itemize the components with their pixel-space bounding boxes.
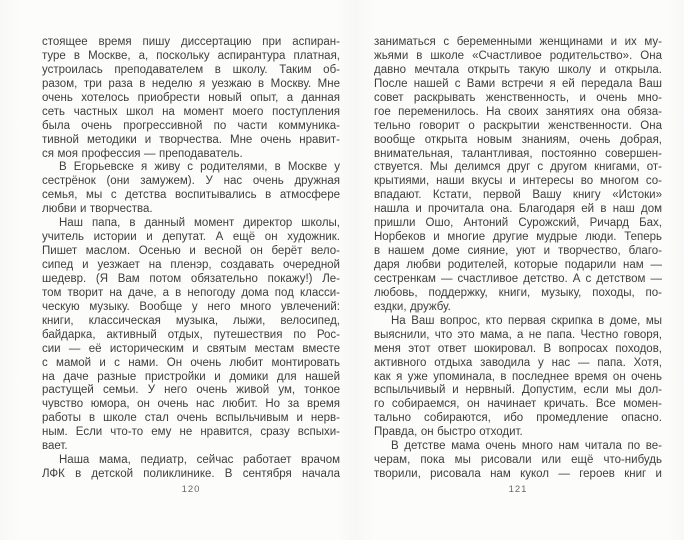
text-line: сестренкам — счастливое детство. А с детством — <box>374 272 662 285</box>
text-line: была очень прогрессивной по части коммуника- <box>42 119 340 132</box>
text-line: сипед и уезжает на пленэр, создавать очередной <box>42 259 340 271</box>
text-line: ным. Если что-то ему не нравится, сразу вспыхи- <box>42 426 340 439</box>
text-line: вообще открыта новым знаниям, очень добрая, <box>374 133 662 146</box>
paragraph <box>42 217 340 454</box>
paragraph <box>42 454 340 482</box>
text-line: в нашем доме сияние, уют и творчество, благо- <box>374 245 662 258</box>
text-line: сеть частных школ на момент моего поступления <box>42 105 340 118</box>
paragraph <box>374 315 662 440</box>
text-line: тально собираются, ибо промедление опасно. <box>374 412 662 425</box>
text-line: сестрёнок (они замужем). У нас очень дружная <box>42 175 340 188</box>
text-line: чувство юмора, он очень нас любит. Но за время <box>42 398 340 411</box>
text-line: Пишет маслом. Осенью и весной он берёт вело- <box>42 245 340 258</box>
text-line: байдарка, активный отдых, путешествия по Рос- <box>42 328 340 341</box>
text-line: жьями в школе «Счастливое родительство». Она <box>374 49 662 62</box>
text-line: черам, пока мы рисовали или ещё что-нибудь <box>374 454 662 467</box>
text-line: совет раскрывать женственность, и очень мно- <box>374 91 662 104</box>
text-line: Норбеков и многие другие мудрые люди. Теперь <box>374 231 662 244</box>
right-page-text-block <box>374 36 662 482</box>
text-line: работы в школе стал очень вспыльчивым и нерв- <box>42 412 340 425</box>
text-line: тельно говорит о раскрытии женственности. Она <box>374 119 662 132</box>
text-line: ствуется. Мы делимся друг с другом книгами, от- <box>374 161 662 174</box>
text-line: выяснили, что это мама, а не папа. Честно говоря, <box>374 328 662 341</box>
text-line: Наш папа, в данный момент директор школы, <box>59 217 340 230</box>
text-line: учитель истории и депутат. А ещё он художник. <box>42 231 340 244</box>
book-page-right <box>374 0 662 540</box>
text-line: растущей семьи. У него очень живой ум, тонкое <box>42 384 340 397</box>
right-page-number: 121 <box>508 484 528 495</box>
text-line: Наша мама, педиатр, сейчас работает врачом <box>59 454 340 467</box>
text-line: гое переменилось. На своих занятиях она обяза- <box>374 105 662 118</box>
text-line: нашла и прочитала она. Благодаря ей в наш дом <box>374 203 662 216</box>
text-line: го собираемся, он начинает кричать. Все момен- <box>374 398 662 411</box>
text-line: ездки, дружбу. <box>374 300 451 313</box>
text-line: пришли Ошо, Антоний Сурожский, Ричард Бах, <box>374 217 662 230</box>
text-line: тивной методики и творчества. Мне очень нравит- <box>42 133 340 146</box>
left-page-text-block <box>42 36 340 482</box>
text-line: любви и творчества. <box>42 203 153 216</box>
text-line: семья, мы с детства воспитывались в атмосфере <box>42 189 340 202</box>
text-line: с мамой и с нами. Он очень любит монтировать <box>42 356 340 369</box>
text-line: ЛФК в детской поликлинике. В сентября начала <box>42 468 340 481</box>
text-line: После нашей с Вами встречи я ей передала Ваш <box>374 77 662 90</box>
text-line: меня этот ответ шокировал. В вопросах походов, <box>374 342 662 355</box>
text-line: туре в Москве, а, поскольку аспирантура платная, <box>42 49 340 62</box>
text-line: вает. <box>42 440 68 453</box>
text-line: разом, три раза в неделю я уезжаю в Москву. Мне <box>42 77 340 90</box>
text-line: внимательная, талантливая, постоянно совершен- <box>374 147 662 160</box>
text-line: любовь, поддержку, книги, музыку, походы, по- <box>374 286 662 299</box>
text-line: книги, классическая музыка, лыжи, велосипед, <box>42 314 340 327</box>
paragraph <box>374 36 662 315</box>
paragraph <box>374 440 662 482</box>
text-line: очень хотелось приобрести новый опыт, а данная <box>42 91 340 104</box>
left-page-number: 120 <box>181 484 201 495</box>
paragraph <box>42 161 340 217</box>
text-line: вспыльчивый и нервный. Допустим, если мы дол- <box>374 384 662 397</box>
text-line: впадают. Кстати, первой Вашу книгу «Истоки» <box>374 189 662 202</box>
text-line: даря любви родителей, которые подарили нам — <box>374 259 662 271</box>
text-line: активного отдыха заводила у нас — папа. Хотя, <box>374 356 662 369</box>
text-line: ся моя профессия — преподаватель. <box>42 147 243 160</box>
text-line: В Егорьевске я живу с родителями, в Москве у <box>59 161 340 174</box>
text-line: Правда, он быстро отходит. <box>374 426 523 439</box>
text-line: творили, рисовала нам кукол — героев книг и <box>374 468 662 481</box>
paragraph <box>42 36 340 161</box>
text-line: заниматься с беременными женщинами и их му- <box>374 36 662 48</box>
text-line: шедевр. (Я Вам потом обязательно покажу!) Ле- <box>42 272 340 285</box>
text-line: сии — её историческим и святым местам вместе <box>42 342 340 355</box>
text-line: том творит на даче, а в непогоду дома под класси- <box>42 286 340 299</box>
text-line: ческую музыку. Вообще у него много увлечений: <box>42 300 340 313</box>
book-page-left <box>42 0 340 540</box>
text-line: устроилась преподавателем в школу. Таким об- <box>42 63 340 76</box>
text-line: как я уже упоминала, в последнее время он очень <box>374 370 662 383</box>
text-line: крытиями, наши вкусы и интересы во многом со- <box>374 175 662 188</box>
text-line: На Ваш вопрос, кто первая скрипка в доме, мы <box>391 314 662 327</box>
text-line: на даче разные пристройки и домики для нашей <box>42 370 340 383</box>
text-line: стоящее время пишу диссертацию при аспиран- <box>42 36 340 48</box>
text-line: В детстве мама очень много нам читала по ве- <box>391 440 662 453</box>
text-line: давно мечтала открыть такую школу и открыла. <box>374 63 662 76</box>
